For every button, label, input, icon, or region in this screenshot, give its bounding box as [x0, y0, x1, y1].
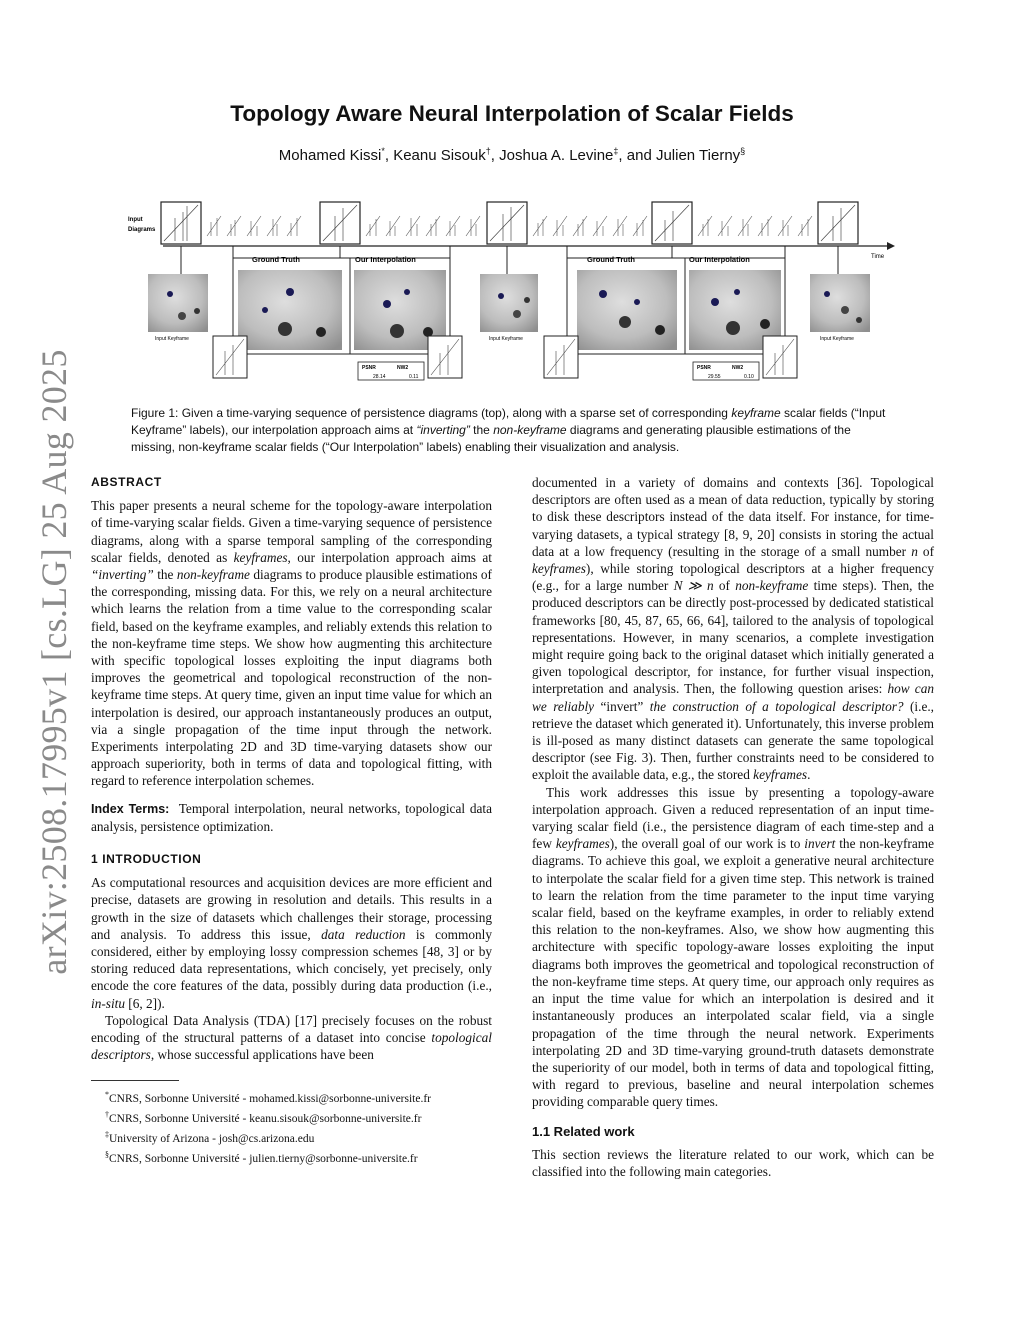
- psnr-label: PSNR: [362, 365, 376, 371]
- time-arrow-head: [887, 242, 895, 250]
- author-name: and Julien Tierny: [626, 147, 741, 164]
- ground-truth-label: Ground Truth: [252, 255, 300, 264]
- interpolation-diagram-inset: [428, 336, 462, 378]
- input-keyframe-label: Input Keyframe: [489, 336, 523, 342]
- footnote-4: §CNRS, Sorbonne Université - julien.tierny@sorbonne-universite.fr: [105, 1150, 418, 1166]
- keyframe-field-image: [810, 274, 870, 332]
- input-keyframe-label: Input Keyframe: [820, 336, 854, 342]
- author-mark: ‡: [613, 146, 619, 156]
- figure-caption: Figure 1: Given a time-varying sequence of persistence diagrams (top), along with a sparse set of corresponding keyframe scalar fields (“Input Keyframe” labels), our interpolation approach aims at “inverting” the non-keyframe diagrams and generating plausible estimations of the missing, non-keyframe scalar fields (“Our Interpolation” labels) enabling their visualization and analysis.: [131, 406, 886, 454]
- metrics-box: [358, 362, 424, 380]
- nwz-label: NW2: [732, 365, 744, 371]
- introduction-heading: 1 INTRODUCTION: [91, 852, 202, 867]
- author-mark: †: [485, 146, 491, 156]
- author-mark: §: [740, 146, 746, 156]
- keyframe-diagram: [818, 202, 858, 244]
- related-work-text: This section reviews the literature related to our work, which can be classified into the following main categories.: [532, 1146, 934, 1179]
- intro-paragraph-2: Topological Data Analysis (TDA) [17] precisely focuses on the robust encoding of the structural patterns of a dataset into concise topological descriptors, whose successful applications have been: [91, 1012, 492, 1063]
- nwz-value: 0.11: [409, 374, 419, 380]
- abstract-heading: ABSTRACT: [91, 475, 162, 489]
- footnote-3: ‡University of Arizona - josh@cs.arizona.edu: [105, 1130, 315, 1145]
- arxiv-identifier: arXiv:2508.17995v1 [cs.LG] 25 Aug 2025: [34, 349, 74, 975]
- footnote-2: †CNRS, Sorbonne Université - keanu.sisouk@sorbonne-universite.fr: [105, 1109, 422, 1125]
- related-work-heading: 1.1 Related work: [532, 1123, 635, 1139]
- ground-truth-label: Ground Truth: [587, 255, 635, 264]
- ground-truth-field-image: [238, 270, 342, 350]
- paper-title: Topology Aware Neural Interpolation of Scalar Fields: [230, 101, 794, 126]
- right-paragraph-2: This work addresses this issue by presenting a topology-aware interpolation approach. Given a reduced representation of an input time-varying scalar field (i.e., the persistence diagram of each time-step and a few keyframes), the overall goal of our work is to invert the non-keyframe diagrams. To achieve this goal, we exploit a generative neural architecture to interpolate the scalar field for a given time step. This network is trained to learn the relation from the time parameter to the input time varying scalar field, based on the keyframe examples, in order to reliably extend this relation to the non-keyframes. Also, we show how augmenting this architecture with specific topology-aware losses exploiting the input diagrams both improves the geometrical and topological reconstruction of the non-keyframe time steps. At query time, our approach only requires as an input the time value for which an interpolation is desired and it instantaneously produces an interpolated scalar field, via a single propagation of the time through the neural network. Experiments interpolating 2D and 3D time-varying ground-truth datasets demonstrate the superiority of our model, both in terms of data and topological fitting, with regard to previous, baseline and neural interpolation schemes providing comparable query times.: [532, 784, 934, 1110]
- footnote-divider: [91, 1080, 179, 1081]
- interpolation-diagram-inset: [763, 336, 797, 378]
- ground-truth-field-image: [577, 270, 677, 350]
- psnr-value: 28.14: [373, 374, 386, 380]
- index-terms: Index Terms: Temporal interpolation, neural networks, topological data analysis, persistence optimization.: [91, 800, 492, 834]
- metrics-box: [693, 362, 759, 380]
- keyframe-field-image: [480, 274, 538, 332]
- keyframe-diagram: [652, 202, 692, 244]
- right-column: [532, 474, 934, 1180]
- input-keyframe-label: Input Keyframe: [155, 336, 189, 342]
- keyframe-diagram: [161, 202, 201, 244]
- psnr-value: 29.55: [708, 374, 721, 380]
- abstract-text: This paper presents a neural scheme for the topology-aware interpolation of time-varying scalar fields. Given a time-varying sequence of persistence diagrams, along with a sparse temporal sampling of the corresponding scalar fields, denoted as keyframes, our interpolation approach aims at “inverting” the non-keyframe diagrams to produce plausible estimations of the corresponding, missing data. For this, we rely on a neural architecture which learns the relation from a time value to the corresponding scalar field, based on the keyframe examples, and reliably extends this relation to the non-keyframe time steps. We show how augmenting this architecture with specific topological losses exploiting the input diagrams both improves the geometrical and topological reconstruction of the non-keyframe time steps. At query time, given an input time value for which an interpolation is desired, our approach instantaneously produces an output, via a single propagation of the time input through the network. Experiments interpolating 2D and 3D time-varying datasets show our approach superiority, both in terms of data and topological fitting, with regard to reference interpolation schemes.: [91, 498, 492, 789]
- nwz-value: 0.10: [744, 374, 754, 380]
- time-label: Time: [871, 254, 885, 260]
- author-mark: *: [381, 146, 385, 156]
- psnr-label: PSNR: [697, 365, 711, 371]
- our-interpolation-label: Our Interpolation: [689, 255, 750, 264]
- ground-truth-diagram-inset: [544, 336, 578, 378]
- left-column: [91, 474, 492, 1168]
- author-name: Mohamed Kissi: [278, 147, 382, 164]
- intro-paragraph-1: As computational resources and acquisition devices are more efficient and precise, datasets are growing in resolution and details. This results in a growth in the size of datasets which challenges their storage, processing and analysis. To address this issue, data reduction is commonly considered, either by employing lossy compression schemes [48, 3] or by storing reduced data representations, which concisely, yet precisely, only encode the core features of the data, possibly during data production (i.e., in-situ [6, 2]).: [91, 875, 492, 1011]
- keyframe-field-image: [148, 274, 208, 332]
- input-diagrams-label: Input Diagrams: [128, 217, 156, 233]
- footnote-1: *CNRS, Sorbonne Université - mohamed.kissi@sorbonne-universite.fr: [105, 1089, 432, 1105]
- keyframe-diagram: [487, 202, 527, 244]
- author-name: Keanu Sisouk: [393, 147, 486, 164]
- our-interpolation-label: Our Interpolation: [355, 255, 416, 264]
- ground-truth-diagram-inset: [213, 336, 247, 378]
- nwz-label: NW2: [397, 365, 409, 371]
- keyframe-diagram: [320, 202, 360, 244]
- teaser-figure: [125, 196, 895, 391]
- author-list: Mohamed Kissi*, Keanu Sisouk†, Joshua A. Levine‡, and Julien Tierny§: [278, 146, 746, 164]
- right-paragraph-1: documented in a variety of domains and contexts [36]. Topological descriptors are often used as a mean of data reduction, typically by storing to disk these descriptors instead of the data itself. For instance, for time-varying datasets, a typical strategy [8, 9, 20] consists in storing the actual data at a low frequency (resulting in the storage of a small number n of keyframes), while storing topological descriptors at a higher frequency (e.g., for a large number N ≫ n of non-keyframe time steps). Then, the produced descriptors can be directly post-processed by dedicated statistical frameworks [80, 45, 87, 65, 66, 64], tailored to the analysis of topological representations. However, in many scenarios, a complete investigation might require going back to the original dataset which initially generated a given topological descriptor, for instance, for further visual inspection, interpretation and analysis. Then, the following question arises: how can we reliably “invert” the construction of a topological descriptor? (i.e., retrieve the dataset which generated it). Unfortunately, this inverse problem is ill-posed as many distinct datasets can generate the same topological descriptor (see Fig. 3). Then, further constraints need to be considered to exploit the available data, e.g., the stored keyframes.: [532, 475, 935, 783]
- author-name: Joshua A. Levine: [499, 147, 614, 164]
